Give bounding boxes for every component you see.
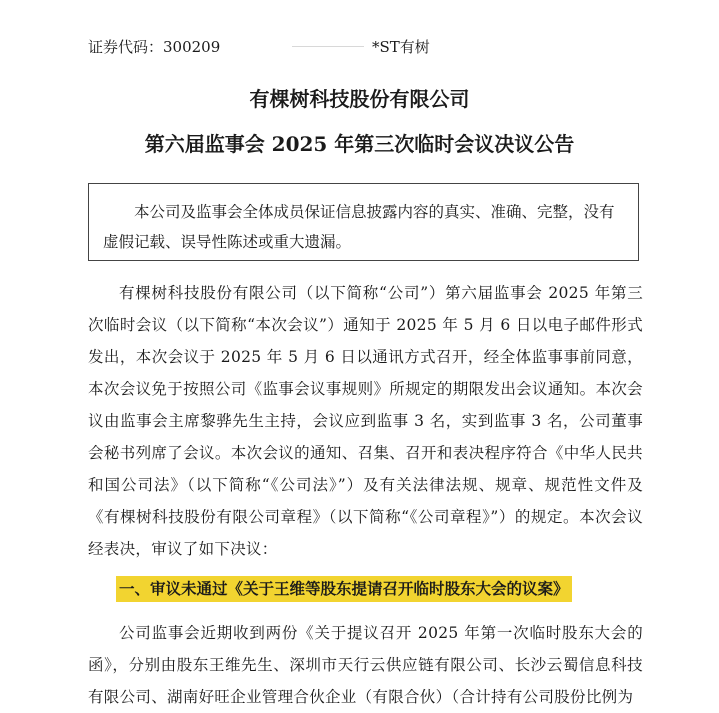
header-divider <box>292 46 364 47</box>
announcement-title: 第六届监事会 2025 年第三次临时会议决议公告 <box>144 132 575 156</box>
security-code: 证券代码：300209 <box>88 38 221 56</box>
disclaimer-box: 本公司及监事会全体成员保证信息披露内容的真实、准确、完整，没有虚假记载、误导性陈述或重大遗漏。 <box>88 183 639 261</box>
stock-short-name: *ST有树 <box>372 38 430 56</box>
section-heading-highlighted: 一、审议未通过《关于王维等股东提请召开临时股东大会的议案》 <box>116 576 572 602</box>
section1-paragraph: 公司监事会近期收到两份《关于提议召开 2025 年第一次临时股东大会的函》，分别由股东王维先生、深圳市天行云供应链有限公司、长沙云蜀信息科技有限公司、湖南好旺企业管理合伙企业（有限合伙）（合计持有公司股份比例为 <box>88 624 643 706</box>
intro-paragraph: 有棵树科技股份有限公司（以下简称“公司”）第六届监事会 2025 年第三次临时会议（以下简称“本次会议”）通知于 2025 年 5 月 6 日以电子邮件形式发出，本次会议于 2025 年 5 月 6 日以通讯方式召开，经全体监事事前同意，本次会议免于按照公司《监事会议事规则》所规定的期限发出会议通知。本次会议由监事会主席黎骅先生主持，会议应到监事 3 名，实到监事 3 名，公司董事会秘书列席了会议。本次会议的通知、召集、召开和表决程序符合《中华人民共和国公司法》（以下简称“《公司法》”）及有关法律法规、规章、规范性文件及《有棵树科技股份有限公司章程》（以下简称“《公司章程》”）的规定。本次会议经表决，审议了如下决议： <box>88 284 643 558</box>
company-title: 有棵树科技股份有限公司 <box>249 87 470 111</box>
